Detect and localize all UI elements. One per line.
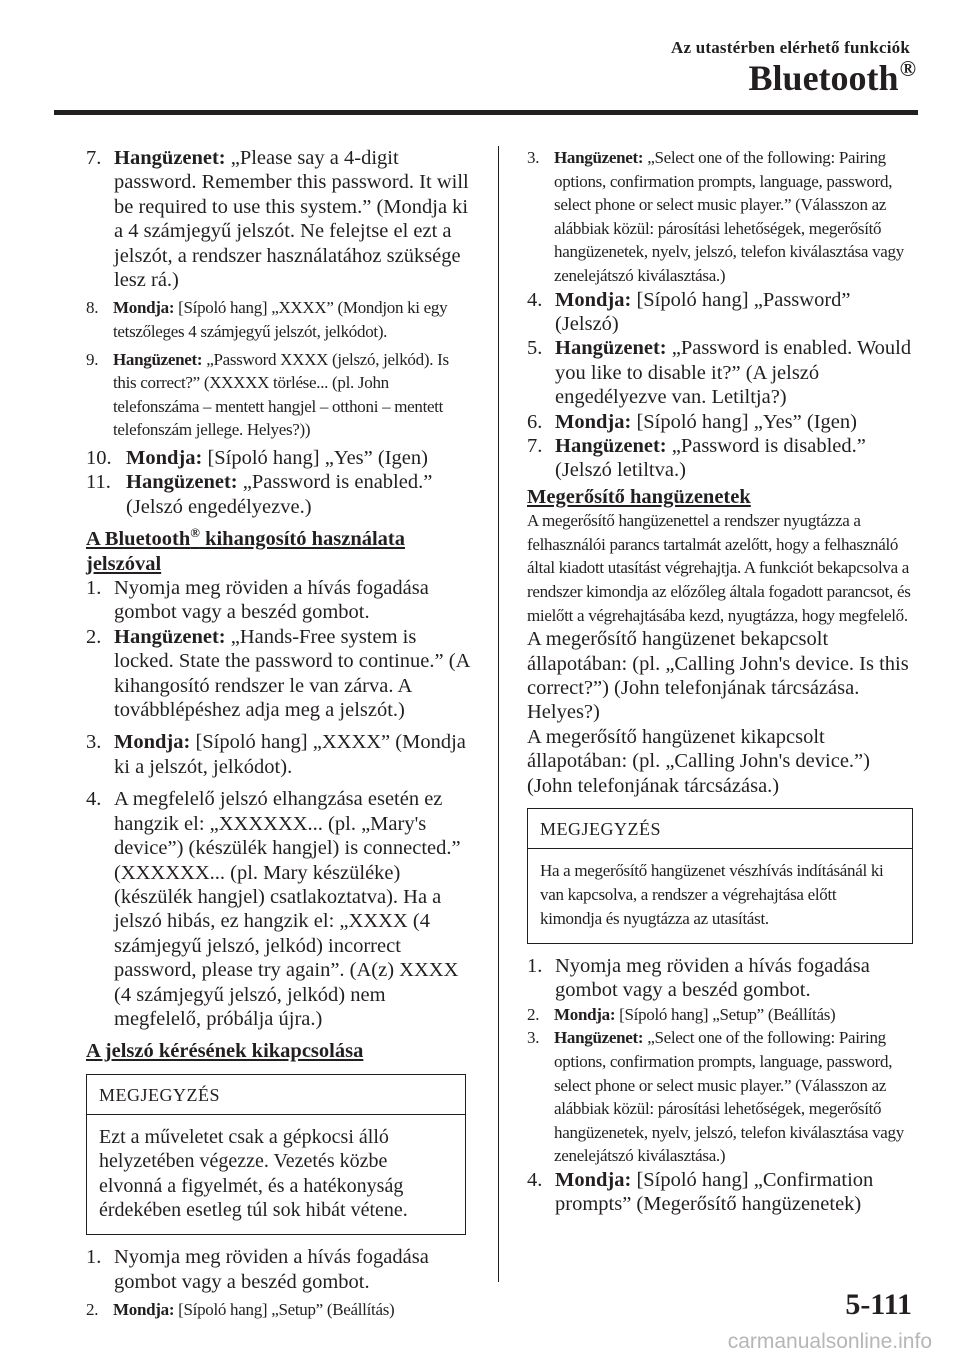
step-text: [Sípoló hang] „XXXX” (Mondja ki a jelszót, jelkódot). <box>114 731 466 778</box>
step-keyword: Mondja: <box>114 731 191 754</box>
step-text: „Password is disabled.” (Jelszó letiltva.) <box>555 435 866 482</box>
step-item <box>86 576 472 625</box>
heading-text-a: A Bluetooth <box>86 528 191 551</box>
step-item <box>527 1026 919 1168</box>
left-column <box>86 146 472 1322</box>
step-item <box>86 787 472 1031</box>
section-heading <box>86 521 472 576</box>
step-text: [Sípoló hang] „Setup” (Beállítás) <box>615 1004 836 1024</box>
step-keyword: Mondja: <box>554 1004 616 1024</box>
step-item <box>527 336 919 409</box>
column-separator <box>498 146 499 1282</box>
step-keyword: Hangüzenet: <box>555 337 667 360</box>
step-keyword: Mondja: <box>555 410 632 433</box>
step-text: Nyomja meg röviden a hívás fogadása gombot vagy a beszéd gombot. <box>555 955 870 1002</box>
step-text: „Please say a 4-digit password. Remember this password. It will be required to use this system.” (Mondja ki a 4 számjegyű jelszót. Ne felejtse el ezt a jelszót, a rendszer használatához szüksége lesz rá.) <box>114 147 469 292</box>
step-keyword: Hangüzenet: <box>114 625 226 648</box>
step-text: „Password is enabled.” (Jelszó engedélyezve.) <box>126 471 433 518</box>
step-keyword: Mondja: <box>555 288 632 311</box>
step-item <box>86 146 472 292</box>
right-column <box>527 146 919 1217</box>
step-text: [Sípoló hang] „Yes” (Igen) <box>202 447 428 469</box>
step-keyword: Mondja: <box>555 1169 632 1191</box>
step-text: [Sípoló hang] „Setup” (Beállítás) <box>174 1300 395 1320</box>
step-number: 1. <box>86 1246 102 1269</box>
step-number: 5. <box>527 337 543 360</box>
step-text: [Sípoló hang] „Confirmation prompts” (Megerősítő hangüzenetek) <box>555 1169 874 1216</box>
step-number: 9. <box>86 349 99 369</box>
step-number: 2. <box>527 1004 540 1024</box>
heading-text-b: kihangosító használata jelszóval <box>86 528 406 575</box>
step-keyword: Hangüzenet: <box>554 1028 644 1048</box>
step-text: A megfelelő jelszó elhangzása esetén ez hangzik el: „XXXXXX... (pl. „Mary's device”) (készülék hangjel) is connected.” (XXXXXX... (pl. Mary készüléke) (készülék hangjel) csatlakoztatva). Ha a jelszó hibás, ez hangzik el: „XXXX (4 számjegyű jelszó, jelkód) incorrect password, please try again”. (A(z) XXXX (4 számjegyű jelszó, jelkód) nem megfelelő, próbálja újra.) <box>114 788 461 1030</box>
step-number: 10. <box>86 447 112 469</box>
step-number: 4. <box>527 288 543 311</box>
note-box <box>86 1074 466 1236</box>
step-text: Nyomja meg röviden a hívás fogadása gombot vagy a beszéd gombot. <box>114 577 429 624</box>
section-heading: Megerősítő hangüzenetek <box>527 485 751 508</box>
step-text: [Sípoló hang] „Password” (Jelszó) <box>555 288 851 335</box>
step-number: 4. <box>527 1169 543 1191</box>
step-number: 2. <box>86 625 102 648</box>
step-keyword: Mondja: <box>113 298 175 318</box>
step-number: 4. <box>86 788 102 811</box>
step-number: 6. <box>527 410 543 433</box>
page-title <box>749 56 916 99</box>
step-number: 7. <box>527 435 543 457</box>
watermark: carmanualsonline.info <box>727 1330 932 1353</box>
step-item <box>527 288 919 337</box>
page-title-text: Bluetooth <box>748 58 899 98</box>
step-keyword: Hangüzenet: <box>114 147 226 169</box>
step-item <box>527 434 919 483</box>
step-item <box>86 446 472 470</box>
header-rule <box>54 110 918 115</box>
step-item <box>86 296 472 343</box>
step-item <box>86 470 472 519</box>
step-text: Nyomja meg röviden a hívás fogadása gombot vagy a beszéd gombot. <box>114 1246 429 1293</box>
step-text: „Select one of the following: Pairing options, confirmation prompts, language, password, select phone or select music player.” (Válasszon az alábbiak közül: párosítási lehetőségek, megerősítő hangüzenetek, nyelv, jelszó, telefon kiválasztása vagy zenelejátszó kiválasztása.) <box>554 148 904 285</box>
registered-mark: ® <box>190 525 200 541</box>
step-keyword: Hangüzenet: <box>126 471 238 494</box>
step-text: [Sípoló hang] „Yes” (Igen) <box>631 410 857 433</box>
step-text: [Sípoló hang] „XXXX” (Mondjon ki egy tetszőleges 4 számjegyű jelszót, jelkódot). <box>113 298 448 342</box>
step-number: 3. <box>86 731 102 754</box>
page-number: 5-111 <box>845 1288 912 1321</box>
note-box <box>527 808 913 944</box>
registered-mark: ® <box>899 56 916 81</box>
paragraph: A megerősítő hangüzenet bekapcsolt állapotában: (pl. „Calling John's device. Is this correct?”) (John telefonjának tárcsázása. Helyes?) <box>527 628 909 724</box>
paragraph: A megerősítő hangüzenettel a rendszer nyugtázza a felhasználói parancs tartalmát azelőtt, hogy a felhasználó által kiadott utasítást végrehajtja. A funkciót bekapcsolva a rendszer kimondja az előzőleg általa fogadott parancsot, és mielőtt a végrehajtásába kezd, nyugtázza, hogy megfelelő. <box>527 511 911 625</box>
step-number: 8. <box>86 298 99 318</box>
section-heading: A jelszó kérésének kikapcsolása <box>86 1040 364 1063</box>
step-item <box>527 1003 919 1027</box>
step-item <box>86 1298 472 1322</box>
step-text: „Select one of the following: Pairing options, confirmation prompts, language, password, select phone or select music player.” (Válasszon az alábbiak közül: párosítási lehetőségek, megerősítő hangüzenetek, nyelv, jelszó, telefon kiválasztása vagy zenelejátszó kiválasztása.) <box>554 1028 904 1166</box>
note-title: MEGJEGYZÉS <box>87 1075 465 1115</box>
step-keyword: Hangüzenet: <box>113 349 203 369</box>
step-keyword: Hangüzenet: <box>555 435 667 457</box>
step-text: „Password XXXX (jelszó, jelkód). Is this correct?” (XXXXX törlése... (pl. John telefonszáma – mentett hangjel – otthoni – mentett telefonszám jellege. Helyes?)) <box>113 349 449 440</box>
step-item <box>527 146 919 288</box>
step-item <box>527 410 919 434</box>
step-item <box>86 348 472 442</box>
step-number: 1. <box>86 577 102 600</box>
note-title: MEGJEGYZÉS <box>528 809 912 849</box>
note-body: Ezt a műveletet csak a gépkocsi álló helyzetében végezze. Vezetés közbe elvonná a figyelmét, és a hatékonyság érdekében esetleg túl sok hibát vétene. <box>99 1125 408 1221</box>
step-item <box>86 1245 472 1294</box>
step-keyword: Mondja: <box>113 1300 175 1320</box>
section-title: Az utastérben elérhető funkciók <box>671 38 910 57</box>
step-number: 3. <box>527 148 540 167</box>
step-number: 1. <box>527 955 543 978</box>
step-item <box>527 954 919 1003</box>
note-body: Ha a megerősítő hangüzenet vészhívás indításánál ki van kapcsolva, a rendszer a végrehajtása előtt kimondja és nyugtázza az utasítást. <box>540 861 884 929</box>
step-keyword: Hangüzenet: <box>554 148 644 167</box>
step-number: 7. <box>86 147 102 169</box>
step-text: „Password is enabled. Would you like to disable it?” (A jelszó engedélyezve van. Letiltja?) <box>555 337 912 409</box>
paragraph: A megerősítő hangüzenet kikapcsolt állapotában: (pl. „Calling John's device.”) (John telefonjának tárcsázása.) <box>527 725 870 797</box>
step-number: 11. <box>86 471 111 494</box>
step-keyword: Mondja: <box>126 447 203 469</box>
step-text: „Hands-Free system is locked. State the password to continue.” (A kihangosító rendszer le van zárva. A továbblépéshez adja meg a jelszót.) <box>114 625 470 722</box>
step-item <box>86 625 472 723</box>
step-number: 2. <box>86 1300 99 1320</box>
step-item <box>527 1168 919 1217</box>
step-number: 3. <box>527 1028 540 1048</box>
step-item <box>86 730 472 779</box>
